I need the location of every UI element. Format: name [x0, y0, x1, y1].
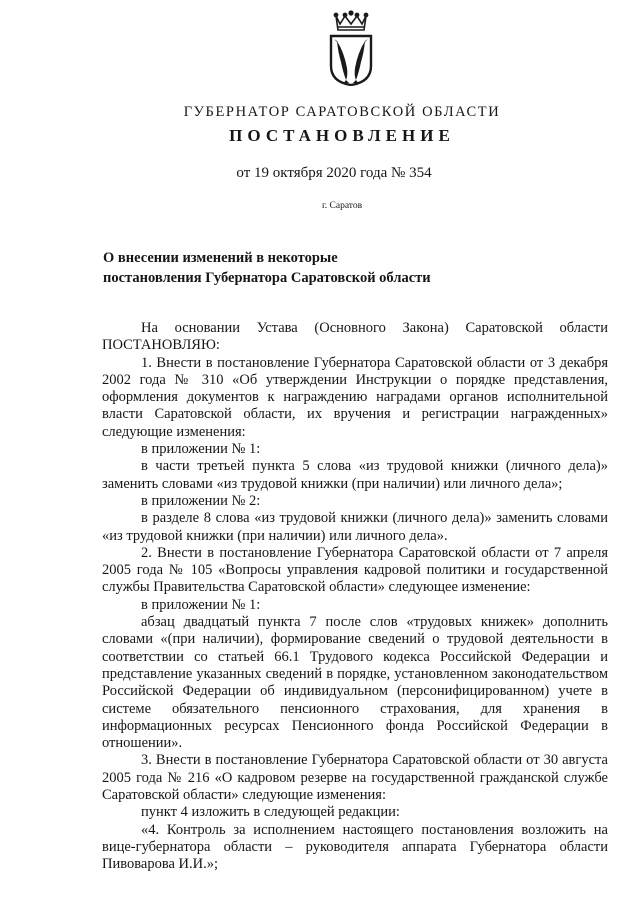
document-title — [103, 248, 543, 288]
city-label: г. Саратов — [321, 201, 363, 211]
paragraph: абзац двадцатый пункта 7 после слов «трудовых книжек» дополнить словами «(при наличии), формирование сведений о трудовой деятельности в соответствии со статьей 66.1 Трудового кодекса Российской Федерации и представление указанных сведений в порядке, установленном законодательством Российской Федерации об индивидуальном (персонифицированном) учете в системе обязательного пенсионного страхования, для хранения в информационных ресурсах Пенсионного фонда Российской Федерации в отношении». — [102, 614, 608, 752]
paragraph: в разделе 8 слова «из трудовой книжки (личного дела)» заменить словами «из трудовой книжки (при наличии) или личного дела». — [102, 510, 608, 544]
paragraph: в приложении № 1: — [141, 441, 261, 458]
document-date-number: от 19 октября 2020 года № 354 — [236, 165, 432, 181]
title-line: О внесении изменений в некоторые — [103, 250, 338, 266]
paragraph: ПОСТАНОВЛЯЮ: — [102, 337, 220, 354]
title-line: постановления Губернатора Саратовской области — [103, 270, 431, 286]
authority-heading: ГУБЕРНАТОР САРАТОВСКОЙ ОБЛАСТИ — [183, 104, 501, 120]
document-body — [102, 320, 608, 874]
paragraph: 1. Внести в постановление Губернатора Саратовской области от 3 декабря 2002 года № 310 «Об утверждении Инструкции о порядке представления, оформления документов к награждению наградами органов исполнительной власти Саратовской области, их вручения и регистрации награжденных» следующие изменения: — [102, 354, 608, 440]
paragraph: На основании Устава (Основного Закона) Саратовской области — [141, 320, 608, 336]
paragraph: в приложении № 1: — [141, 596, 261, 613]
paragraph: 2. Внести в постановление Губернатора Саратовской области от 7 апреля 2005 года № 105 «Вопросы управления кадровой политики и государственной службы Правительства Саратовской области» следующее изменение: — [102, 544, 608, 596]
paragraph: в части третьей пункта 5 слова «из трудовой книжки (личного дела)» заменить словами «из трудовой книжки (при наличии) или личного дела»; — [102, 458, 608, 492]
paragraph: пункт 4 изложить в следующей редакции: — [141, 804, 400, 821]
document-type-heading: ПОСТАНОВЛЕНИЕ — [229, 126, 455, 145]
paragraph: 3. Внести в постановление Губернатора Саратовской области от 30 августа 2005 года № 216 «О кадровом резерве на государственной гражданской службе Саратовской области» следующие изменения: — [102, 752, 608, 804]
paragraph: «4. Контроль за исполнением настоящего постановления возложить на вице-губернатора области – руководителя аппарата Губернатора области Пивоварова И.И.»; — [102, 821, 608, 873]
paragraph: в приложении № 2: — [141, 492, 261, 509]
saratov-coat-of-arms-icon — [326, 10, 376, 86]
